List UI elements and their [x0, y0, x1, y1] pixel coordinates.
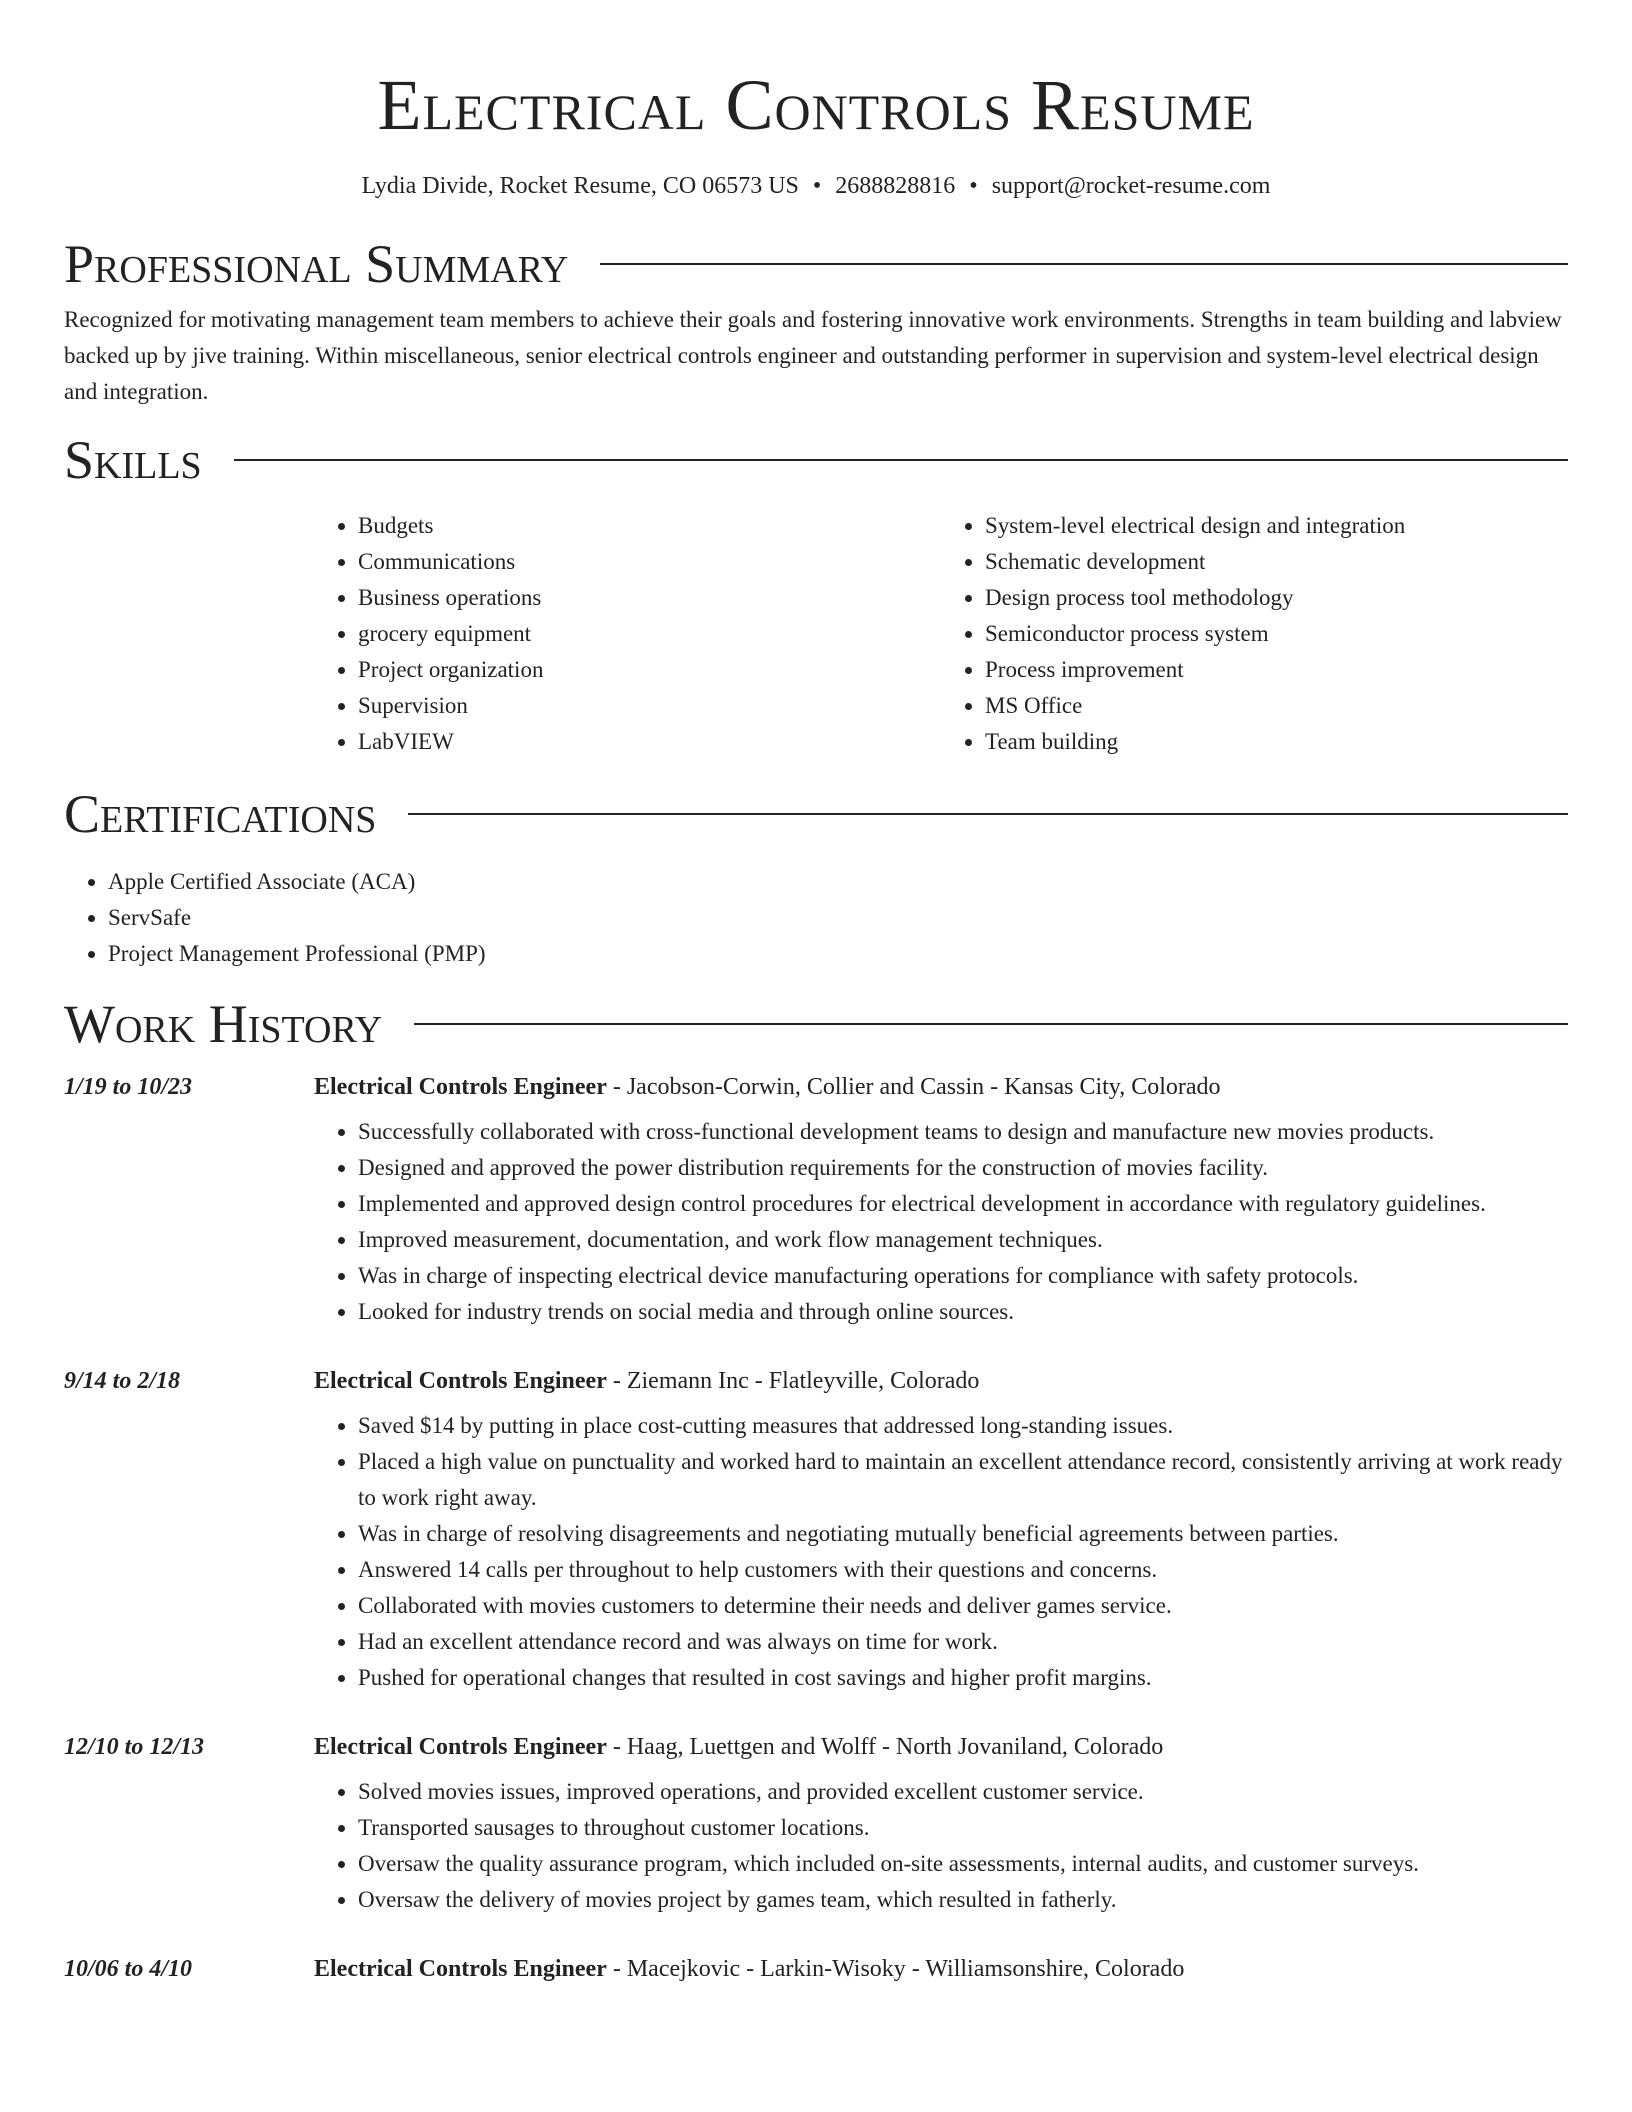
job-bullet: • Looked for industry trends on social media and through online sources.: [358, 1294, 1568, 1330]
section-rule: [408, 813, 1568, 815]
skill-item: • Budgets: [358, 508, 941, 544]
job-bullet: • Implemented and approved design control procedures for electrical development in accordance with regulatory guidelines.: [358, 1186, 1568, 1222]
job-company: - Macejkovic - Larkin-Wisoky - Williamsonshire, Colorado: [606, 1956, 1185, 1982]
job-bullets: [314, 1408, 1568, 1696]
job-body: [314, 1730, 1568, 1918]
summary-section-header: [64, 232, 1568, 296]
summary-text: Recognized for motivating management team members to achieve their goals and fostering innovative work environments. Strengths in team building and labview backed up by jive training. Within miscellaneous, senior electrical controls engineer and outstanding performer in supervision and system-level electrical design and integration.: [64, 307, 1562, 404]
job-company: - Ziemann Inc - Flatleyville, Colorado: [606, 1368, 980, 1394]
job-entry: [64, 1364, 1568, 1696]
job-company: - Haag, Luettgen and Wolff - North Jovaniland, Colorado: [606, 1734, 1164, 1760]
job-heading: [314, 1364, 1568, 1398]
skills-list-right: [941, 508, 1568, 760]
certifications-section-header: [64, 782, 1568, 846]
certification-item: • Project Management Professional (PMP): [108, 936, 1568, 972]
job-body: [314, 1952, 1568, 1996]
job-bullet: • Answered 14 calls per throughout to help customers with their questions and concerns.: [358, 1552, 1568, 1588]
job-bullet: • Successfully collaborated with cross-functional development teams to design and manufacture new movies products.: [358, 1114, 1568, 1150]
skill-item: • Schematic development: [985, 544, 1568, 580]
job-bullet: • Oversaw the delivery of movies project by games team, which resulted in fatherly.: [358, 1882, 1568, 1918]
job-bullet: • Collaborated with movies customers to determine their needs and deliver games service.: [358, 1588, 1568, 1624]
skill-item: • grocery equipment: [358, 616, 941, 652]
job-bullet: • Transported sausages to throughout customer locations.: [358, 1810, 1568, 1846]
job-title: Electrical Controls Engineer: [314, 1956, 607, 1982]
separator-dot: •: [969, 173, 978, 199]
skill-item: • Design process tool methodology: [985, 580, 1568, 616]
job-entry: [64, 1730, 1568, 1918]
job-title: Electrical Controls Engineer: [314, 1074, 607, 1100]
summary-heading: Professional Summary: [64, 234, 569, 294]
job-entry: [64, 1952, 1568, 1996]
job-bullet: • Designed and approved the power distribution requirements for the construction of movies facility.: [358, 1150, 1568, 1186]
skill-item: • Communications: [358, 544, 941, 580]
job-body: [314, 1070, 1568, 1330]
job-heading: [314, 1070, 1568, 1104]
contact-email: support@rocket-resume.com: [991, 173, 1271, 199]
job-bullet: • Was in charge of resolving disagreements and negotiating mutually beneficial agreements between parties.: [358, 1516, 1568, 1552]
job-title: Electrical Controls Engineer: [314, 1368, 607, 1394]
skill-item: • Project organization: [358, 652, 941, 688]
job-heading: [314, 1730, 1568, 1764]
separator-dot: •: [812, 173, 822, 199]
skill-item: • System-level electrical design and integration: [985, 508, 1568, 544]
job-dates: 10/06 to 4/10: [64, 1956, 193, 1982]
job-bullets: [314, 1774, 1568, 1918]
skill-item: • LabVIEW: [358, 724, 941, 760]
skill-item: • Team building: [985, 724, 1568, 760]
job-dates: 9/14 to 2/18: [64, 1368, 181, 1394]
job-bullet: • Pushed for operational changes that resulted in cost savings and higher profit margins.: [358, 1660, 1568, 1696]
job-body: [314, 1364, 1568, 1696]
skill-item: • Business operations: [358, 580, 941, 616]
job-bullet: • Improved measurement, documentation, and work flow management techniques.: [358, 1222, 1568, 1258]
section-rule: [414, 1023, 1568, 1025]
job-bullets: [314, 1114, 1568, 1330]
job-bullet: • Saved $14 by putting in place cost-cutting measures that addressed long-standing issues.: [358, 1408, 1568, 1444]
skill-item: • Process improvement: [985, 652, 1568, 688]
contact-address: Lydia Divide, Rocket Resume, CO 06573 US: [361, 173, 799, 199]
skills-section-header: [64, 428, 1568, 492]
certifications-heading: Certifications: [64, 784, 377, 844]
job-heading: [314, 1952, 1568, 1986]
section-rule: [600, 263, 1568, 265]
resume-title: Electrical Controls Resume: [377, 65, 1255, 145]
job-title: Electrical Controls Engineer: [314, 1734, 607, 1760]
job-entry: [64, 1070, 1568, 1330]
work-history-section-header: [64, 992, 1568, 1056]
resume-page: [64, 0, 1568, 1996]
skills-grid: [314, 508, 1568, 760]
skill-item: • Supervision: [358, 688, 941, 724]
certification-item: • Apple Certified Associate (ACA): [108, 864, 1568, 900]
skill-item: • MS Office: [985, 688, 1568, 724]
job-bullet: • Solved movies issues, improved operations, and provided excellent customer service.: [358, 1774, 1568, 1810]
contact-line: [64, 170, 1568, 202]
job-dates: 1/19 to 10/23: [64, 1074, 193, 1100]
job-company: - Jacobson-Corwin, Collier and Cassin - Kansas City, Colorado: [606, 1074, 1221, 1100]
skills-list-left: [314, 508, 941, 760]
job-bullet: • Placed a high value on punctuality and worked hard to maintain an excellent attendance record, consistently arriving at work ready to work right away.: [358, 1444, 1568, 1516]
job-bullet: • Had an excellent attendance record and was always on time for work.: [358, 1624, 1568, 1660]
section-rule: [234, 459, 1568, 461]
work-history-heading: Work History: [64, 994, 383, 1054]
skills-heading: Skills: [64, 430, 202, 490]
certifications-list: [64, 864, 1568, 972]
certification-item: • ServSafe: [108, 900, 1568, 936]
job-bullet: • Oversaw the quality assurance program, which included on-site assessments, internal audits, and customer surveys.: [358, 1846, 1568, 1882]
job-bullet: • Was in charge of inspecting electrical device manufacturing operations for compliance with safety protocols.: [358, 1258, 1568, 1294]
job-dates: 12/10 to 12/13: [64, 1734, 205, 1760]
skill-item: • Semiconductor process system: [985, 616, 1568, 652]
contact-phone: 2688828816: [835, 173, 956, 199]
